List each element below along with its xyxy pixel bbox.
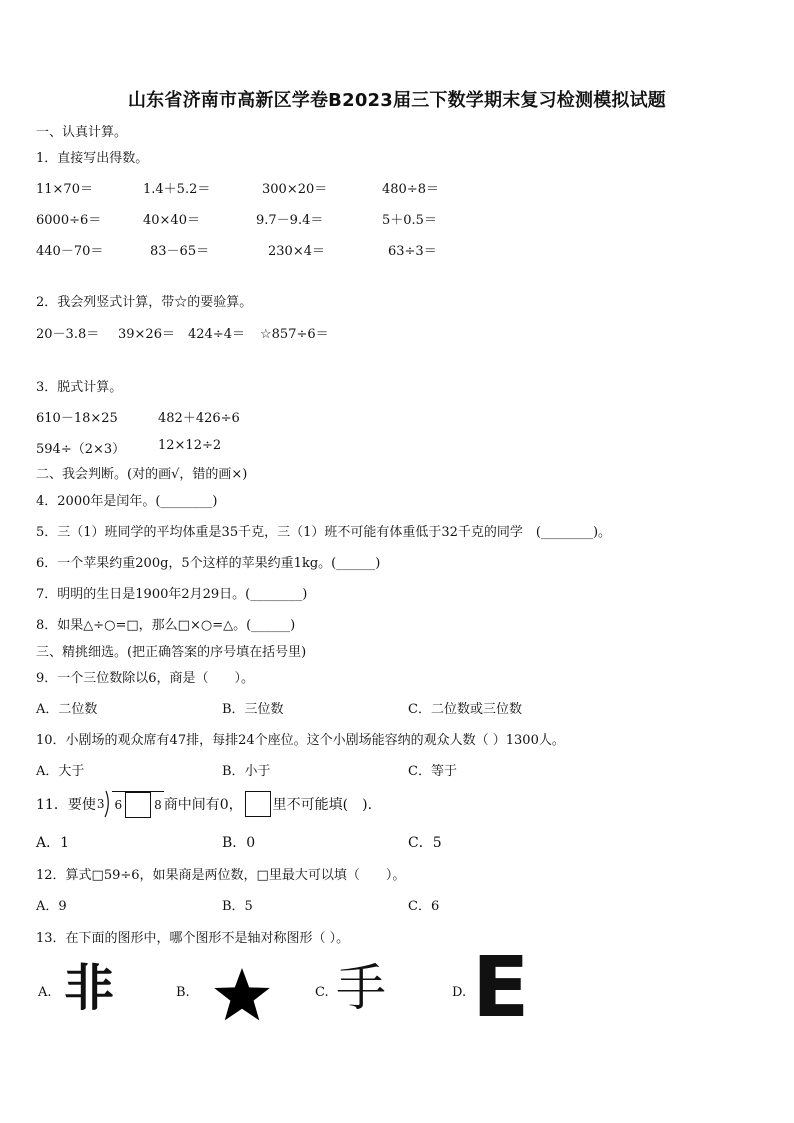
- calc-item: 11×70＝: [36, 182, 93, 197]
- dividend-digit-1: 6: [114, 797, 123, 812]
- option-b: B．0: [222, 835, 256, 851]
- calc-item: 6000÷6＝: [36, 213, 102, 228]
- calc-item: 83－65＝: [150, 244, 210, 259]
- section-1-heading: 一、认真计算。: [36, 125, 128, 140]
- calc-item: 9.7－9.4＝: [256, 213, 324, 228]
- division-bracket-icon: [104, 790, 112, 818]
- calc-item: 12×12÷2: [158, 438, 222, 453]
- option-b-label: B.: [176, 985, 190, 1000]
- option-c: C．等于: [408, 764, 457, 779]
- question-3-label: 3．脱式计算。: [36, 380, 123, 395]
- question-11-stem: [36, 789, 372, 819]
- calc-item: ☆857÷6＝: [260, 327, 329, 342]
- dividend-digit-3: 8: [154, 797, 162, 812]
- option-a-label: A.: [38, 985, 52, 1000]
- divisor: 3: [96, 797, 105, 811]
- option-c: C．二位数或三位数: [408, 702, 522, 717]
- question-5: 5．三（1）班同学的平均体重是35千克，三（1）班不可能有体重低于32千克的同学 (________)。: [36, 525, 612, 540]
- long-division: [97, 790, 164, 818]
- calc-item: 610－18×25: [36, 411, 118, 426]
- calc-item: 594÷（2×3）: [36, 442, 126, 457]
- option-b: B．5: [222, 899, 253, 914]
- letter-e-figure: E: [472, 938, 530, 1036]
- calc-item: 230×4＝: [268, 244, 325, 259]
- option-b: B．小于: [222, 764, 271, 779]
- calc-item: 5＋0.5＝: [382, 213, 437, 228]
- calc-item: 40×40＝: [143, 213, 200, 228]
- question-6: 6．一个苹果约重200g，5个这样的苹果约重1kg。(______): [36, 556, 381, 571]
- q11-middle: 商中间有0，: [163, 797, 243, 813]
- fei-character-figure: 非: [64, 959, 114, 1017]
- option-c: C．6: [408, 899, 440, 914]
- section-3-heading: 三、精挑细选。(把正确答案的序号填在括号里): [36, 645, 307, 660]
- section-2-heading: 二、我会判断。(对的画√，错的画×): [36, 467, 248, 482]
- option-a: A．9: [36, 899, 67, 914]
- blank-box: [125, 792, 151, 818]
- question-1-label: 1．直接写出得数。: [36, 151, 149, 166]
- option-a: A．二位数: [36, 702, 98, 717]
- page-title: 山东省济南市高新区学卷B2023届三下数学期末复习检测模拟试题: [127, 90, 666, 111]
- q11-suffix: 里不可能填( ).: [272, 797, 373, 813]
- shou-character-figure: 手: [336, 959, 386, 1017]
- calc-item: 482＋426÷6: [158, 411, 240, 426]
- option-d-label: D.: [452, 985, 467, 1000]
- option-a: A．1: [36, 835, 70, 851]
- calc-item: 20－3.8＝: [36, 327, 100, 342]
- question-10-stem: 10．小剧场的观众席有47排，每排24个座位。这个小剧场能容纳的观众人数（ ）1300人。: [36, 733, 565, 748]
- question-12-stem: 12．算式□59÷6，如果商是两位数，□里最大可以填（ ）。: [36, 868, 406, 883]
- question-8: 8．如果△÷○=□，那么□×○=△。(______): [36, 618, 296, 633]
- calc-item: 1.4＋5.2＝: [143, 182, 211, 197]
- calc-item: 424÷4＝: [188, 327, 245, 342]
- q11-prefix: 11．要使: [36, 797, 96, 813]
- question-9-stem: 9．一个三位数除以6，商是（ ）。: [36, 671, 255, 686]
- calc-item: 63÷3＝: [388, 244, 437, 259]
- option-a: A．大于: [36, 764, 85, 779]
- question-4: 4．2000年是闰年。(________): [36, 494, 218, 509]
- question-7: 7．明明的生日是1900年2月29日。(________): [36, 587, 308, 602]
- calc-item: 440－70＝: [36, 244, 104, 259]
- calc-item: 300×20＝: [262, 182, 328, 197]
- option-b: B．三位数: [222, 702, 284, 717]
- calc-item: 480÷8＝: [382, 182, 439, 197]
- calc-item: 39×26＝: [118, 327, 175, 342]
- question-2-label: 2．我会列竖式计算，带☆的要验算。: [36, 295, 253, 310]
- star-icon: [212, 966, 272, 1026]
- blank-box: [245, 791, 271, 817]
- option-c: C．5: [408, 835, 442, 851]
- option-c-label: C.: [315, 985, 329, 1000]
- question-13-stem: 13．在下面的图形中，哪个图形不是轴对称图形（ ）。: [36, 931, 350, 946]
